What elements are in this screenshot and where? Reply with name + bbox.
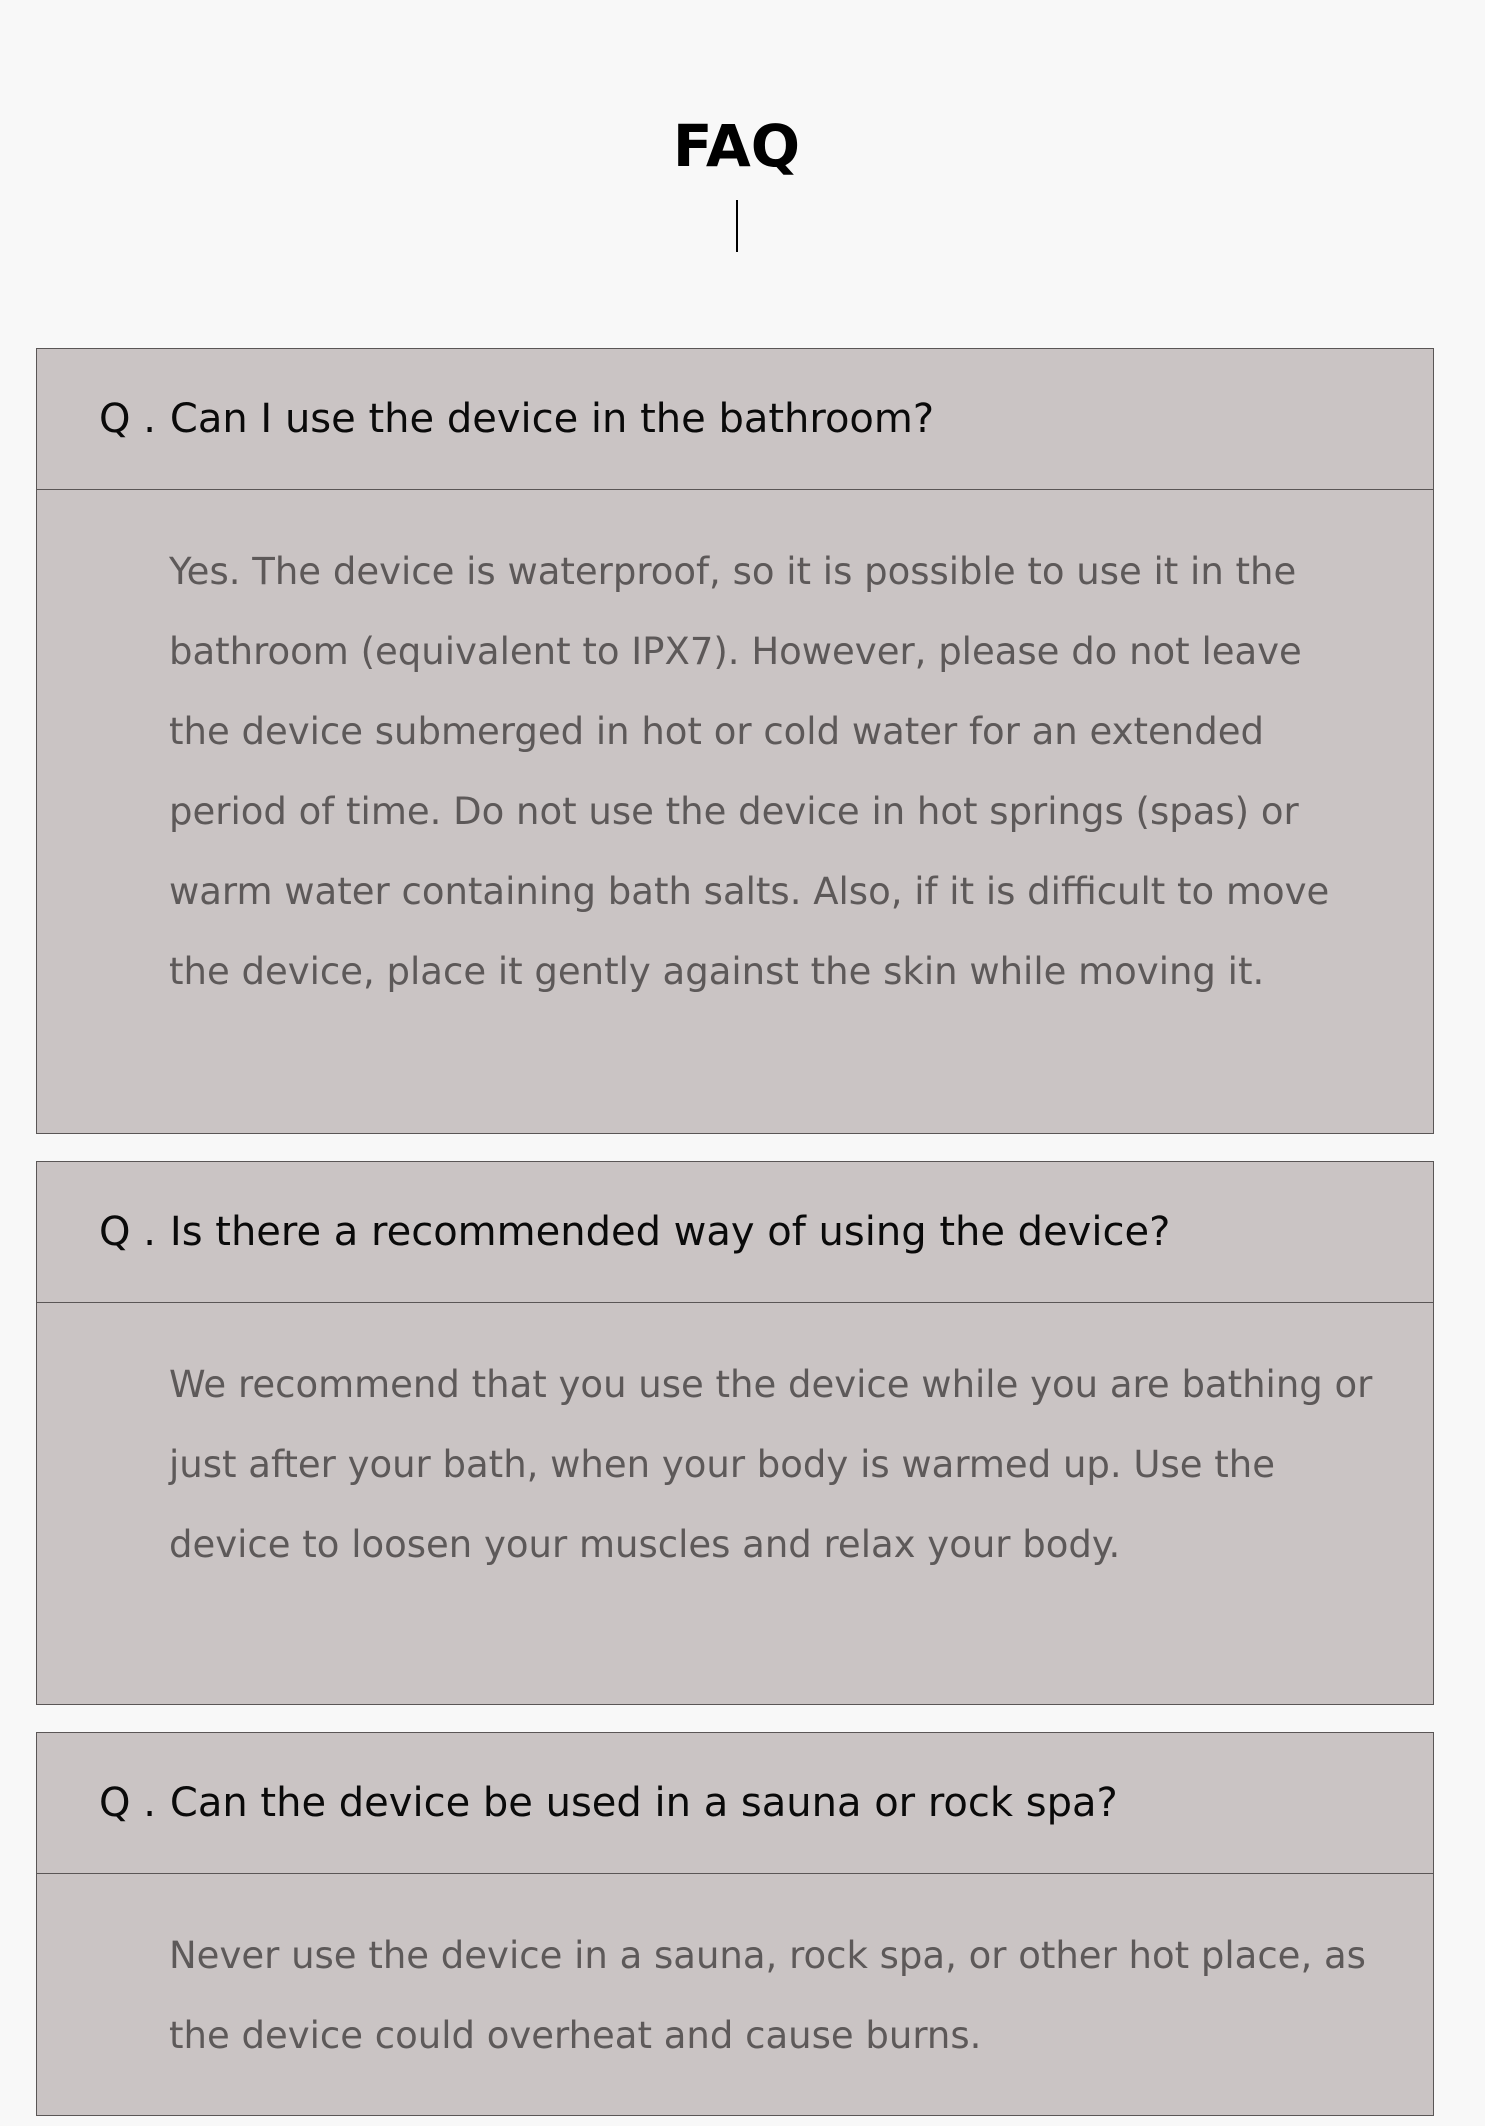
faq-header [0,0,1485,260]
question-text: Can I use the device in the bathroom? [169,396,935,442]
faq-question-recommended-use[interactable] [37,1162,1433,1303]
faq-answer-sauna: Never use the device in a sauna, rock spa, or other hot place, as the device could overheat and cause burns. [169,1934,1366,2057]
faq-question-bathroom[interactable] [37,349,1433,490]
faq-question-sauna[interactable] [37,1733,1433,1874]
question-text: Is there a recommended way of using the device? [169,1209,1171,1255]
question-prefix: Q . [99,1780,156,1826]
faq-answer-recommended-use: We recommend that you use the device while you are bathing or just after your bath, when your body is warmed up. Use the device to loosen your muscles and relax your body. [169,1363,1373,1566]
faq-item-bathroom [36,348,1434,1134]
faq-answer-bathroom: Yes. The device is waterproof, so it is possible to use it in the bathroom (equivalent to IPX7). However, please do not leave the device submerged in hot or cold water for an extended period of time. Do not use the device in hot springs (spas) or warm water containing bath salts. Also, if it is difficult to move the device, place it gently against the skin while moving it. [169,550,1330,993]
faq-item-sauna [36,1732,1434,2116]
question-prefix: Q . [99,1209,156,1255]
question-text: Can the device be used in a sauna or rock spa? [169,1780,1118,1826]
question-prefix: Q . [99,396,156,442]
page-title: FAQ [672,112,801,180]
faq-item-recommended-use [36,1161,1434,1705]
title-divider [736,200,738,252]
